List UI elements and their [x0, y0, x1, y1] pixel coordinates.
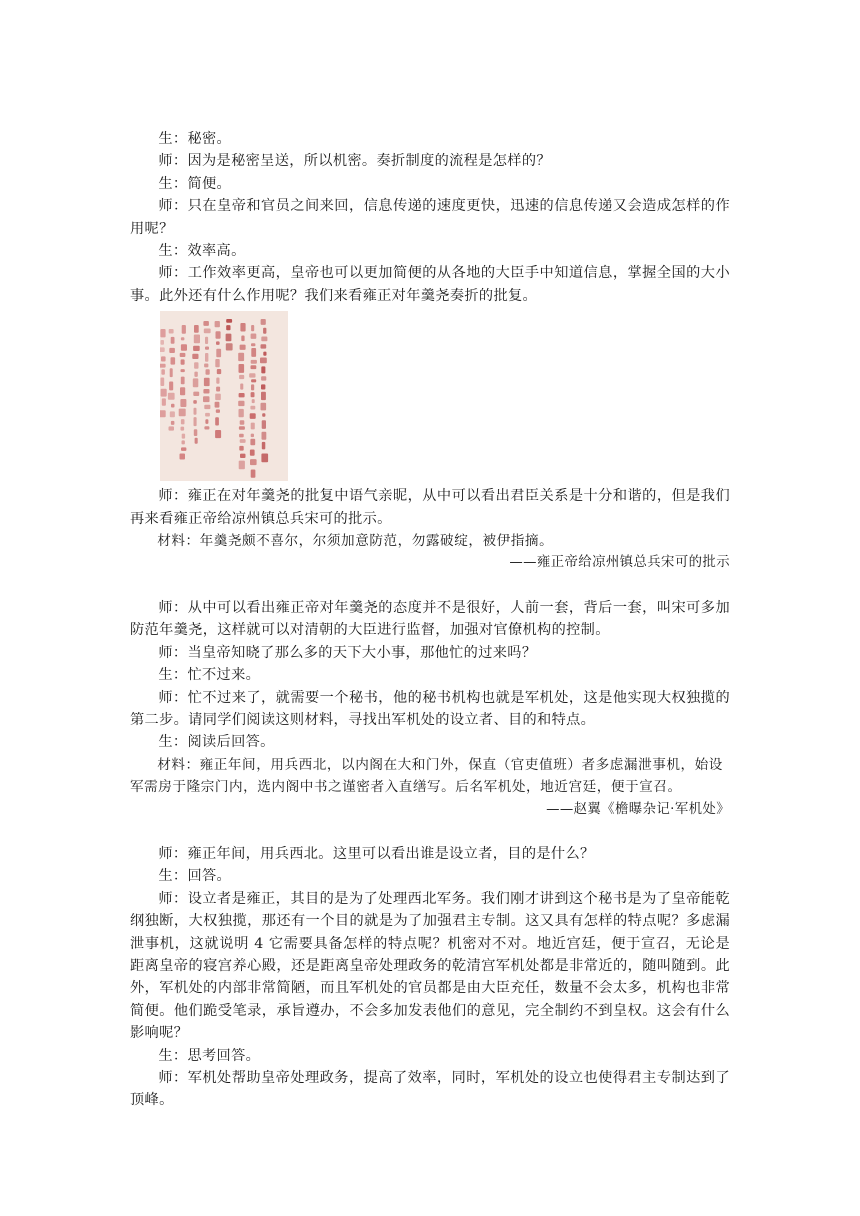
brush-stroke: [215, 430, 221, 438]
brush-stroke: [251, 434, 254, 438]
brush-stroke: [251, 423, 255, 430]
brush-stroke: [205, 419, 208, 424]
brush-stroke: [171, 358, 176, 365]
brush-stroke: [251, 334, 257, 339]
material-quote: 材料：雍正年间，用兵西北，以内阁在大和门外，保直（官吏值班）者多虑漏泄事机，始设军需房于隆宗门内，选内阁中书之谨密者入直缮写。后名军机处，地近宫廷，便于宣召。: [130, 756, 723, 796]
brush-stroke: [250, 406, 255, 410]
brush-stroke: [239, 364, 245, 373]
brush-stroke: [169, 382, 173, 391]
brush-stroke: [161, 357, 166, 362]
brush-stroke: [261, 376, 266, 380]
brush-stroke: [239, 375, 244, 379]
brush-stroke: [239, 393, 245, 397]
brush-stroke: [204, 329, 211, 334]
paragraph: 师：从中可以看出雍正帝对年羹尧的态度并不是很好，人前一套，背后一套，叫宋可多加防范年羹尧，这样就可以对清朝的大臣进行监督，加强对官僚机构的控制。: [130, 599, 730, 639]
paragraph: 师：军机处帮助皇帝处理政务，提高了效率，同时，军机处的设立也使得君主专制达到了顶峰。: [130, 1070, 730, 1109]
brush-stroke: [215, 321, 220, 327]
brush-stroke: [216, 378, 219, 384]
brush-stroke: [205, 337, 208, 344]
brush-stroke: [192, 354, 198, 359]
brush-stroke: [261, 344, 267, 348]
brush-stroke: [250, 413, 256, 419]
brush-stroke: [251, 392, 255, 397]
brush-stroke: [251, 470, 256, 478]
brush-stroke: [203, 321, 209, 326]
paragraph: 生：简便。: [158, 175, 232, 192]
spacer: [130, 575, 730, 597]
paragraph: 生：阅读后回答。: [158, 734, 275, 751]
brush-stroke: [171, 404, 175, 408]
brush-stroke: [204, 364, 208, 368]
brush-stroke: [204, 378, 210, 386]
brush-stroke: [216, 342, 220, 346]
paragraph: 师：忙不过来了，就需要一个秘书，他的秘书机构也就是军机处，这是他实现大权独揽的第二步。请同学们阅读这则材料，寻找出军机处的设立者、目的和特点。: [130, 689, 730, 728]
brush-stroke: [260, 358, 267, 364]
brush-stroke: [195, 438, 198, 444]
brush-stroke: [194, 362, 198, 369]
paragraph: 师：工作效率更高，皇帝也可以更加简便的从各地的大臣手中知道信息，掌握全国的大小事。此外还有什么作用呢？我们来看雍正对年羹尧奏折的批复。: [130, 265, 730, 304]
brush-stroke: [181, 360, 185, 365]
paragraph: 生：思考回答。: [158, 1047, 261, 1064]
brush-stroke: [251, 360, 257, 364]
brush-stroke: [226, 343, 233, 350]
material-quote: 材料：年羹尧颇不喜尔，尔须加意防范，勿露破绽，被伊指摘。: [157, 533, 554, 550]
brush-stroke: [182, 441, 185, 445]
spacer: [130, 821, 730, 843]
brush-stroke: [171, 421, 175, 425]
paragraph: 师：雍正年间，用兵西北。这里可以看出谁是设立者，目的是什么？: [158, 845, 595, 862]
brush-stroke: [203, 389, 209, 394]
brush-stroke: [215, 418, 219, 426]
brush-stroke: [215, 394, 221, 401]
brush-stroke: [194, 408, 197, 415]
brush-stroke: [250, 450, 255, 456]
material-source: ——赵翼《檐曝杂记·军机处》: [546, 801, 730, 817]
brush-stroke: [193, 392, 199, 396]
brush-stroke: [252, 399, 255, 403]
paragraph: 生：忙不过来。: [158, 667, 261, 684]
brush-stroke: [181, 419, 185, 424]
brush-stroke: [239, 446, 243, 451]
paragraph: 生：秘密。: [158, 131, 232, 147]
brush-stroke: [249, 373, 255, 377]
brush-stroke: [194, 335, 200, 344]
brush-stroke: [261, 337, 267, 342]
brush-stroke: [251, 365, 257, 369]
brush-stroke: [160, 329, 165, 337]
brush-stroke: [238, 353, 244, 361]
brush-stroke: [216, 387, 220, 392]
brush-stroke: [205, 353, 208, 362]
brush-stroke: [261, 385, 265, 390]
brush-stroke: [240, 323, 245, 332]
brush-stroke: [216, 410, 220, 414]
brush-stroke: [238, 401, 244, 406]
brush-stroke: [216, 332, 221, 340]
brush-stroke: [240, 384, 243, 390]
brush-stroke: [182, 325, 186, 334]
brush-stroke: [180, 353, 186, 357]
brush-stroke: [250, 459, 257, 465]
brush-stroke: [194, 417, 197, 426]
brush-stroke: [170, 412, 175, 418]
brush-stroke: [240, 420, 245, 425]
brush-stroke: [181, 427, 185, 431]
brush-stroke: [239, 409, 244, 417]
calligraphy-manuscript-image: [160, 311, 288, 481]
brush-stroke: [263, 352, 266, 356]
brush-stroke: [204, 405, 210, 409]
material-source: ——雍正帝给凉州镇总兵宋可的批示: [509, 555, 730, 571]
brush-stroke: [171, 337, 175, 344]
brush-stroke: [205, 347, 209, 350]
brush-stroke: [160, 410, 166, 417]
paragraph: 生：回答。: [158, 868, 232, 885]
brush-stroke: [162, 399, 166, 406]
brush-stroke: [161, 369, 165, 375]
brush-stroke: [161, 389, 167, 397]
paragraph: 师：因为是秘密呈送，所以机密。奏折制度的流程是怎样的？: [158, 153, 551, 170]
paragraph: 师：当皇帝知晓了那么多的天下大小事，那他忙的过来吗？: [158, 644, 537, 661]
brush-stroke: [180, 388, 185, 396]
brush-stroke: [170, 368, 173, 377]
brush-stroke: [251, 380, 256, 383]
brush-stroke: [204, 427, 209, 430]
brush-stroke: [160, 364, 166, 368]
brush-stroke: [180, 399, 186, 407]
brush-stroke: [240, 345, 246, 350]
brush-stroke: [193, 379, 199, 388]
brush-stroke: [261, 454, 268, 463]
brush-stroke: [240, 439, 246, 443]
brush-stroke: [161, 340, 165, 345]
brush-stroke: [194, 325, 199, 333]
brush-stroke: [261, 367, 265, 374]
brush-stroke: [161, 378, 165, 387]
brush-stroke: [193, 400, 197, 404]
paragraph: 师：雍正在对年羹尧的批复中语气亲昵，从中可以看出君臣关系是十分和谐的，但是我们再来看雍正帝给凉州镇总兵宋可的批示。: [130, 488, 730, 527]
brush-stroke: [169, 348, 175, 353]
brush-stroke: [181, 377, 185, 385]
brush-stroke: [251, 348, 256, 357]
brush-stroke: [262, 413, 265, 417]
brush-stroke: [251, 325, 254, 331]
brush-stroke: [169, 427, 175, 431]
paragraph: 生：效率高。: [158, 243, 246, 260]
brush-stroke: [160, 348, 165, 353]
brush-stroke: [181, 344, 187, 351]
brush-stroke: [262, 420, 266, 429]
brush-stroke: [239, 461, 245, 470]
brush-stroke: [169, 329, 174, 334]
document-page: [130, 128, 730, 1112]
brush-stroke: [261, 403, 267, 411]
manuscript-strokes: [160, 311, 288, 481]
brush-stroke: [241, 336, 244, 342]
brush-stroke: [239, 427, 245, 430]
brush-stroke: [262, 432, 267, 440]
brush-stroke: [262, 442, 266, 450]
brush-stroke: [216, 349, 221, 358]
brush-stroke: [240, 454, 246, 458]
brush-stroke: [217, 369, 221, 374]
brush-stroke: [181, 338, 185, 341]
brush-stroke: [203, 397, 210, 403]
brush-stroke: [205, 413, 210, 417]
brush-stroke: [251, 343, 255, 346]
brush-stroke: [215, 359, 219, 367]
paragraph: 师：设立者是雍正，其目的是为了处理西北军务。我们刚才讲到这个秘书是为了皇帝能乾纲独断，大权独揽，那还有一个目的就是为了加强君主专制。这又具有怎样的特点呢？多虑漏泄事机，这就说明 4 它需要具备怎样的特点呢？机密对不对。地近宫廷，便于宣召，无论是距离皇帝的寝宫养心殿，还是距离皇帝处理政务的乾清宫军机处都是非常近的，随叫随到。此外，军机处的内部非常简陋，而且军机处的官员都是由大臣充任，数量不会太多，机构也非常简便。他们跪受笔录，承旨遵办，不会多加发表他们的意见，完全制约不到皇权。这会有什么影响呢？: [130, 890, 730, 1042]
brush-stroke: [261, 319, 266, 325]
brush-stroke: [263, 328, 266, 334]
brush-stroke: [250, 439, 255, 446]
brush-stroke: [239, 434, 244, 438]
brush-stroke: [251, 385, 254, 391]
brush-stroke: [182, 434, 185, 439]
brush-stroke: [181, 448, 186, 452]
brush-stroke: [181, 369, 185, 372]
brush-stroke: [206, 369, 210, 375]
brush-stroke: [226, 325, 230, 330]
brush-stroke: [215, 402, 220, 408]
brush-stroke: [226, 334, 232, 342]
paragraph: 师：只在皇帝和官员之间来回，信息传递的速度更快，迅速的信息传递又会造成怎样的作用呢？: [130, 198, 730, 237]
brush-stroke: [226, 319, 232, 323]
brush-stroke: [179, 409, 186, 417]
brush-stroke: [261, 392, 266, 400]
brush-stroke: [193, 346, 200, 351]
brush-stroke: [194, 430, 198, 437]
brush-stroke: [180, 454, 186, 460]
brush-stroke: [168, 393, 175, 400]
brush-stroke: [194, 372, 197, 377]
